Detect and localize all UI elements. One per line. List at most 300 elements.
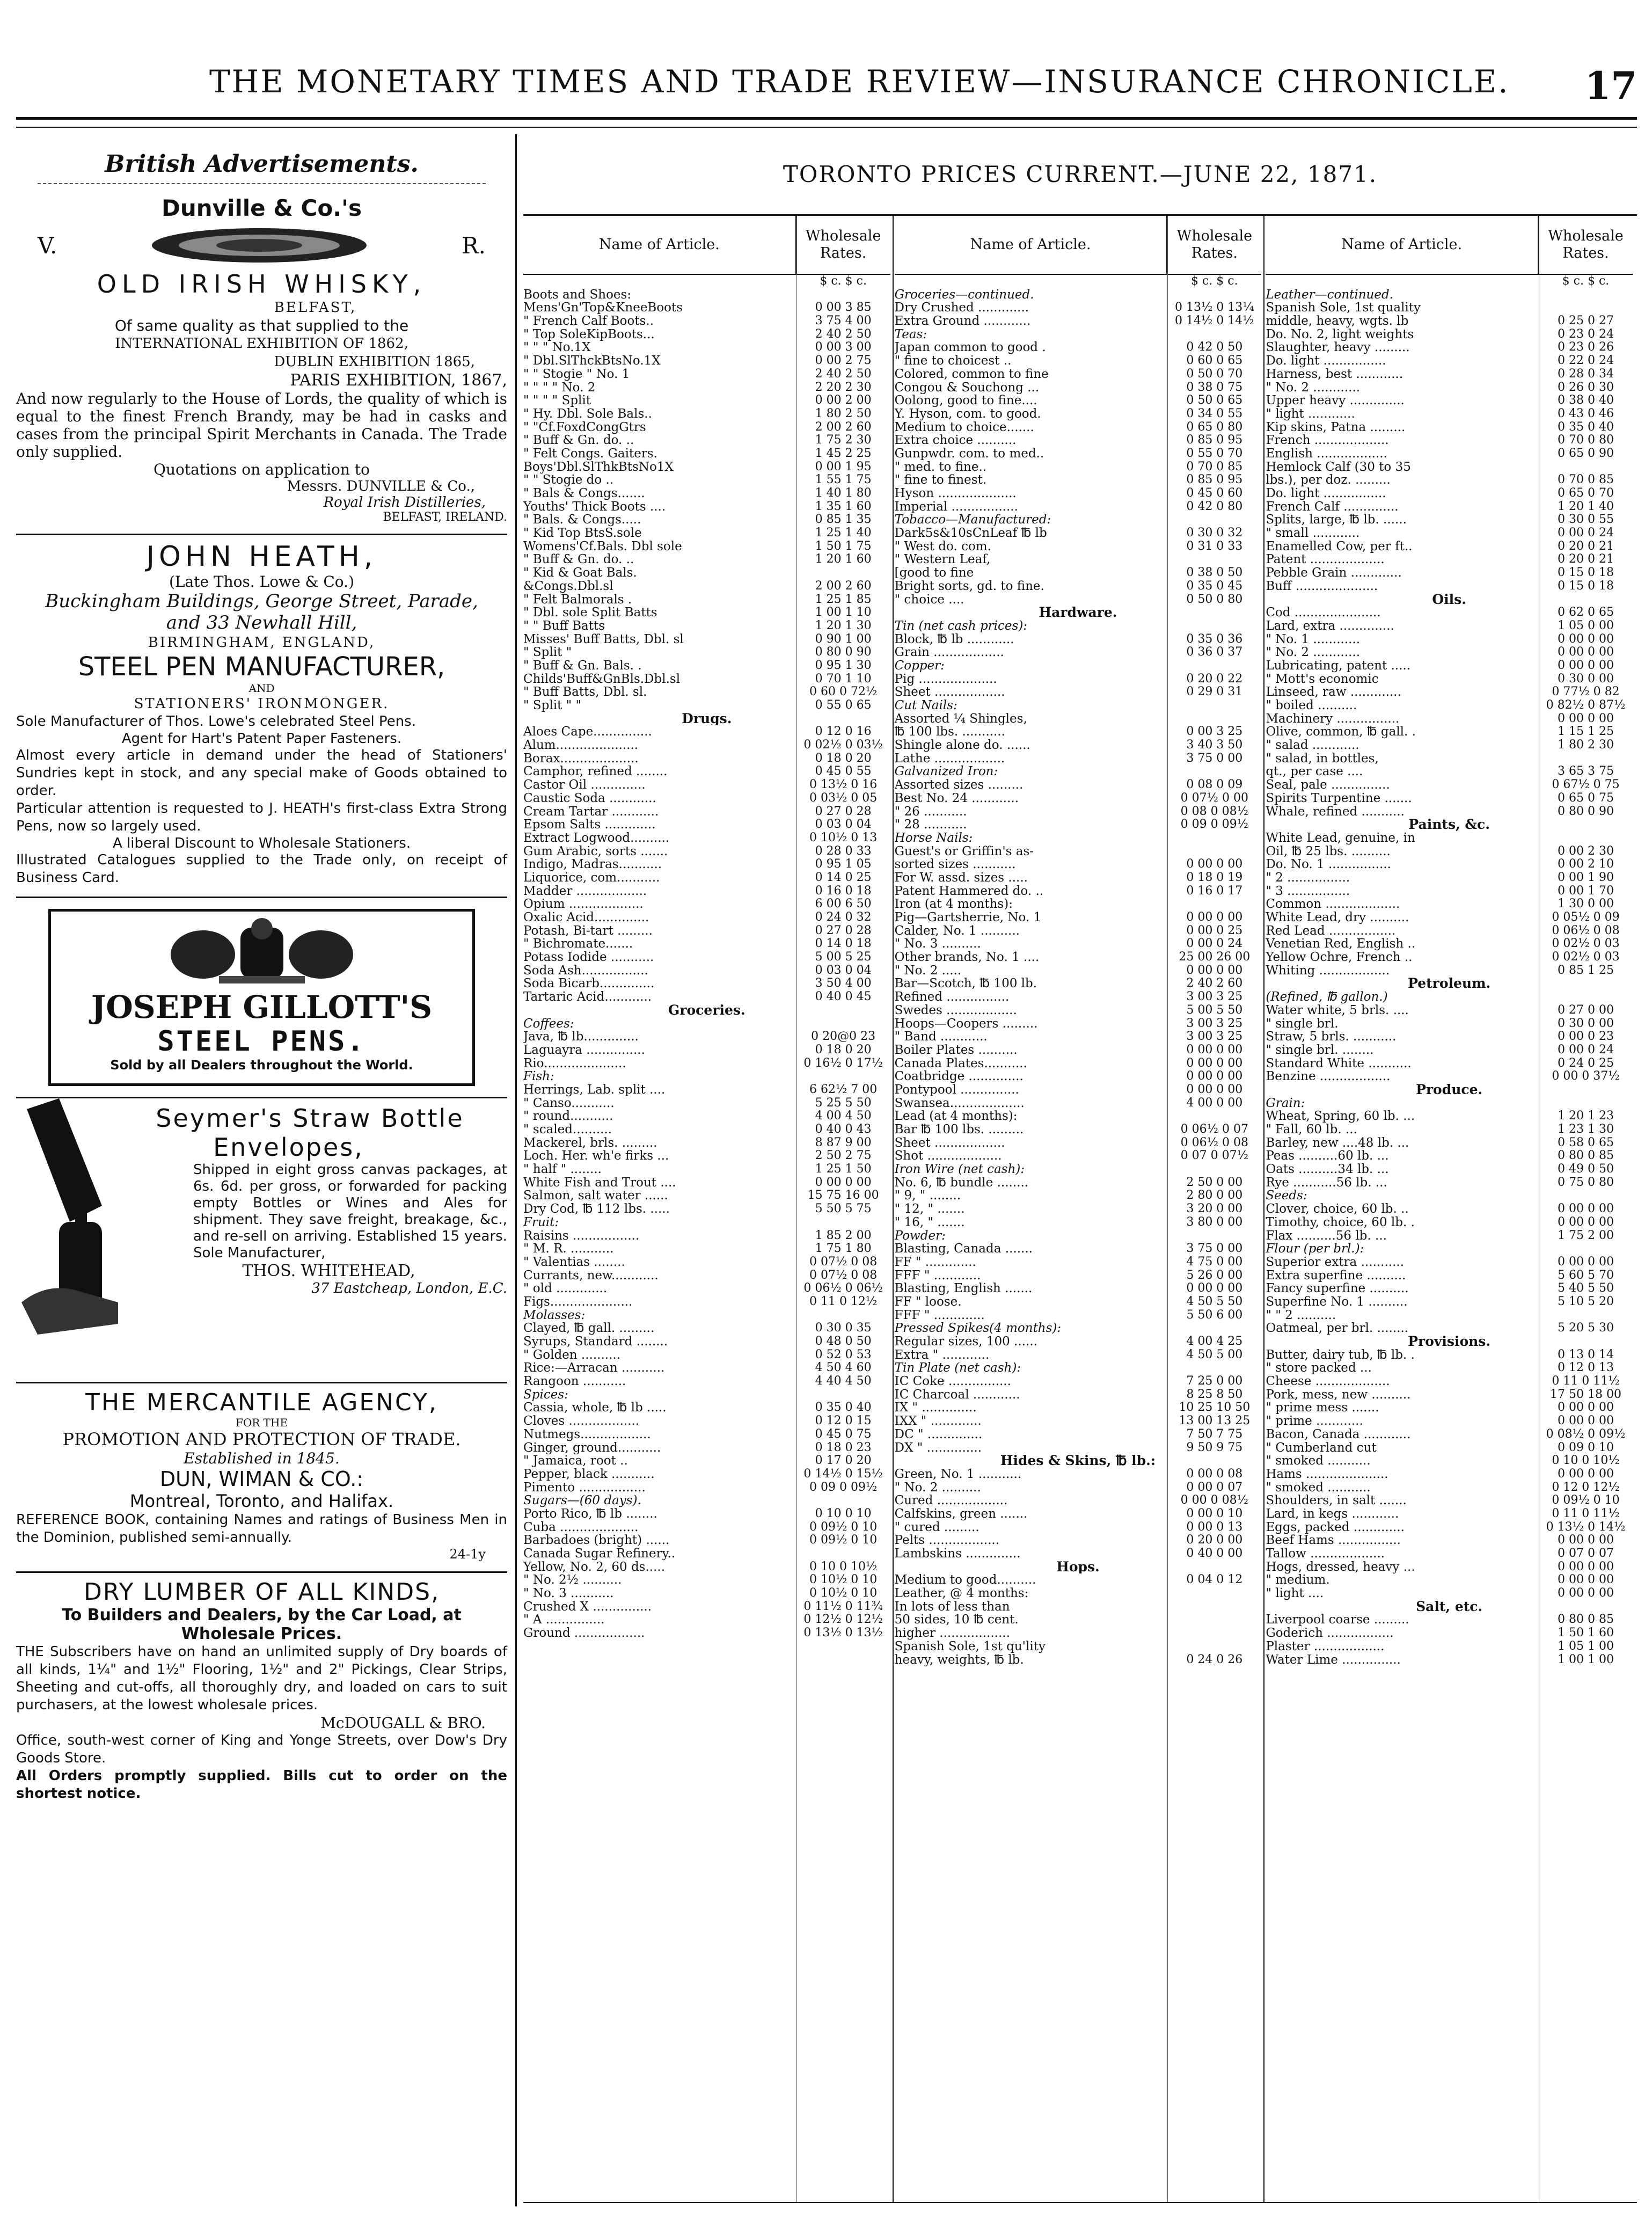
price-row: [1266, 871, 1633, 885]
ad-heath-name: JOHN HEATH,: [146, 541, 377, 573]
price-value: 1 50 1 60: [1558, 1627, 1614, 1640]
price-item-name: Teas:: [894, 327, 927, 341]
price-value: 0 70 1 10: [815, 672, 872, 686]
price-value: 0 00 0 00: [1558, 1467, 1614, 1481]
price-item-name: Canada Plates...........: [894, 1057, 1027, 1070]
price-value: 1 20 1 23: [1558, 1110, 1614, 1123]
price-row: [895, 1309, 1262, 1322]
price-row: [895, 871, 1262, 885]
price-item-name: Potash, Bi-tart .........: [523, 924, 653, 938]
price-value: 0 55 0 70: [1186, 447, 1243, 460]
price-value: 0 28 0 34: [1558, 367, 1614, 381]
price-row: [895, 1242, 1262, 1256]
price-value: 0 85 1 35: [815, 513, 872, 527]
price-value: 0 80 0 90: [815, 646, 872, 659]
price-row: [1266, 765, 1633, 778]
price-item-name: " boiled ..........: [1266, 699, 1357, 712]
price-row: [895, 434, 1262, 447]
price-value: 0 00 0 00: [1558, 632, 1614, 646]
prices-current: [523, 161, 1637, 2203]
price-item-name: " No. 2 .....: [894, 964, 962, 978]
price-value: 0 85 0 95: [1186, 473, 1243, 487]
price-item-name: Epsom Salts .............: [523, 818, 656, 832]
price-value: 15 75 16 00: [807, 1189, 879, 1203]
price-value: 0 00 2 10: [1558, 858, 1614, 871]
price-row: [1266, 1203, 1633, 1216]
price-item-name: Whale, refined ...........: [1266, 805, 1405, 819]
price-row: [895, 1573, 1262, 1587]
price-row: [1266, 990, 1633, 1004]
price-item-name: Extra " ............: [894, 1348, 990, 1362]
price-item-name: Harness, best ............: [1266, 367, 1404, 381]
price-row: [523, 1627, 890, 1640]
price-value: 0 00 0 24: [1186, 937, 1243, 951]
price-value: 0 10½ 0 10: [809, 1573, 878, 1587]
price-row: [523, 1561, 890, 1574]
price-row: [1266, 1322, 1633, 1335]
price-value: 0 15 0 18: [1558, 579, 1614, 593]
price-row: [523, 381, 890, 395]
price-value: 1 75 2 00: [1558, 1229, 1614, 1242]
price-item-name: For W. assd. sizes .....: [894, 871, 1028, 885]
price-item-name: Tallow ...................: [1266, 1547, 1385, 1561]
price-value: 0 08 0 08½: [1180, 805, 1248, 818]
price-value: 5 00 5 50: [1186, 1003, 1243, 1017]
price-row: [1266, 1375, 1633, 1388]
price-value: 4 00 4 25: [1186, 1335, 1243, 1348]
price-item-name: Syrups, Standard ........: [523, 1335, 668, 1349]
price-value: [1167, 1322, 1261, 1335]
price-row: [895, 487, 1262, 500]
price-item-name: English ..................: [1266, 447, 1387, 461]
price-row: [523, 1494, 890, 1507]
price-item-name: Groceries.: [668, 1003, 745, 1017]
price-value: 0 00 0 00: [1558, 1560, 1614, 1573]
price-value: 0 00 0 00: [1558, 646, 1614, 659]
price-item-name: Lead (at 4 months):: [894, 1110, 1018, 1123]
price-value: 0 00 3 00: [815, 341, 872, 354]
price-item-name: Other brands, No. 1 ....: [894, 951, 1040, 964]
price-value: 2 80 0 00: [1186, 1189, 1243, 1203]
price-item-name: Lard, in kegs ............: [1266, 1507, 1399, 1521]
price-value: 3 75 0 00: [1186, 1242, 1243, 1256]
price-item-name: Pork, mess, new ..........: [1266, 1388, 1411, 1402]
price-item-name: Whiting ..................: [1266, 964, 1390, 978]
price-item-name: Sheet ..................: [894, 686, 1005, 699]
price-row: [523, 473, 890, 487]
price-item-name: Leather, @ 4 months:: [894, 1587, 1029, 1600]
price-item-name: IC Charcoal ............: [894, 1388, 1020, 1402]
ad-heath-address2: and 33 Newhall Hill,: [166, 612, 357, 633]
price-row: [1266, 1401, 1633, 1415]
price-item-name: " salad ............: [1266, 739, 1359, 752]
price-value: 0 02½ 0 03: [1552, 951, 1620, 964]
price-item-name: Bar—Scotch, ℔ 100 lb.: [894, 977, 1037, 991]
price-item-name: Mens'Gn'Top&KneeBoots: [523, 301, 683, 315]
page-number: 17: [1584, 63, 1637, 108]
ad-dry-lumber: [16, 1573, 507, 1812]
price-row: [523, 845, 890, 858]
price-item-name: Tin Plate (net cash):: [894, 1361, 1021, 1375]
price-value: 0 11 0 11½: [1552, 1507, 1620, 1520]
price-value: 0 38 0 75: [1186, 381, 1243, 394]
price-row: [523, 673, 890, 686]
price-row: [1266, 1573, 1633, 1587]
price-column-body: [523, 275, 890, 1640]
price-item-name: Plaster ..................: [1266, 1640, 1385, 1653]
ad-heath-p2: Agent for Hart's Patent Paper Fasteners.: [121, 731, 402, 747]
price-value: 0 24 0 25: [1558, 1057, 1614, 1070]
price-value: 1 75 2 30: [815, 434, 872, 447]
price-value: 0 16 0 17: [1186, 884, 1243, 898]
price-item-name: " 12, " .......: [894, 1203, 965, 1216]
price-item-name: Peas ..........60 lb. ...: [1266, 1149, 1389, 1163]
price-item-name: Sheet ..................: [894, 1136, 1005, 1150]
price-item-name: Ground ..................: [523, 1627, 645, 1640]
price-value: 0 24 0 32: [815, 911, 872, 924]
ad-seymer-name: Seymer's Straw Bottle: [156, 1104, 464, 1133]
price-value: 0 00 0 00: [1558, 659, 1614, 672]
price-item-name: Drugs.: [682, 712, 732, 726]
price-row: [1266, 1361, 1633, 1375]
price-row: [523, 911, 890, 924]
price-item-name: " fine to choicest ..: [894, 354, 1012, 368]
price-row: [523, 1242, 890, 1256]
price-item-name: " 26 ...........: [894, 805, 967, 819]
price-row: [523, 990, 890, 1004]
price-item-name: " prime mess .......: [1266, 1401, 1379, 1415]
price-value: 0 23 0 24: [1558, 327, 1614, 341]
price-row: [1266, 606, 1633, 620]
price-row: [1266, 1229, 1633, 1243]
price-item-name: Shoulders, in salt .......: [1266, 1494, 1407, 1507]
price-value: 0 03½ 0 05: [809, 791, 878, 805]
price-value: 5 20 5 30: [1558, 1322, 1614, 1335]
price-column-header: [895, 216, 1262, 275]
price-value: 0 00 0 00: [1186, 911, 1243, 924]
price-row: [523, 487, 890, 500]
price-value: 0 90 1 00: [815, 632, 872, 646]
price-row: [523, 421, 890, 434]
ad-mercantile-name: THE MERCANTILE AGENCY,: [85, 1389, 438, 1416]
price-row: [523, 1349, 890, 1362]
price-row: [895, 1653, 1262, 1667]
price-value: 0 62 0 65: [1558, 606, 1614, 620]
price-item-name: Fancy superfine ..........: [1266, 1282, 1409, 1295]
price-row: [1266, 659, 1633, 673]
price-row: [523, 725, 890, 739]
price-value: 0 18 0 20: [815, 1043, 872, 1057]
price-column-header: [523, 216, 890, 275]
price-item-name: Sugars—(60 days).: [523, 1494, 641, 1507]
price-row: [1266, 580, 1633, 593]
price-item-name: Potass Iodide ...........: [523, 951, 654, 964]
price-row: [1266, 1640, 1633, 1653]
price-item-name: Colored, common to fine: [894, 367, 1049, 381]
price-row: [1266, 1613, 1633, 1627]
price-value: 0 07½ 0 08: [809, 1255, 878, 1269]
ad-mercantile-body: REFERENCE BOOK, containing Names and ratings of Business Men in the Dominion, published semi-annually.: [16, 1512, 507, 1546]
price-item-name: Indigo, Madras...........: [523, 858, 662, 871]
price-value: 0 24 0 26: [1186, 1653, 1243, 1666]
price-item-name: Calfskins, green .......: [894, 1507, 1028, 1521]
ad-heath-p6: Illustrated Catalogues supplied to the Trade only, on receipt of Business Card.: [16, 852, 507, 886]
price-item-name: Figs.....................: [523, 1295, 633, 1309]
price-row: [523, 1613, 890, 1627]
price-row: [895, 1149, 1262, 1163]
price-row: [523, 540, 890, 553]
ad-seymer-body: Shipped in eight gross canvas packages, at 6s. 6d. per gross, or forwarded for packing empty Bottles or Wines and Ales for shipment. They save freight, breakage, &c., and re-sell on arriving. Established 15 years. Sole Manufacturer,: [193, 1162, 507, 1261]
price-row: [1266, 673, 1633, 686]
price-item-name: Rangoon ...........: [523, 1375, 626, 1388]
price-item-name: " half " ........: [523, 1163, 602, 1176]
price-item-name: " " " " No. 2: [523, 381, 596, 395]
price-item-name: Camphor, refined ........: [523, 765, 668, 779]
price-item-name: Regular sizes, 100 ......: [894, 1335, 1037, 1349]
price-item-name: Petroleum.: [1408, 977, 1491, 991]
price-value: 8 87 9 00: [815, 1136, 872, 1149]
price-row: [1266, 513, 1633, 527]
price-section-heading: [895, 606, 1262, 620]
price-item-name: Benzine ..................: [1266, 1070, 1391, 1083]
price-item-name: Pig ....................: [894, 672, 997, 686]
price-row: [523, 1521, 890, 1534]
price-item-name: " small ............: [1266, 527, 1360, 540]
price-value: [1167, 1361, 1261, 1375]
price-row: [523, 1309, 890, 1322]
price-item-name: Madder ..................: [523, 884, 647, 898]
price-row: [1266, 911, 1633, 924]
price-value: 1 75 1 80: [815, 1242, 872, 1256]
price-units-row: [1266, 275, 1633, 288]
price-row: [523, 1256, 890, 1269]
price-item-name: Castor Oil ..............: [523, 778, 646, 792]
price-value: [796, 1309, 890, 1322]
ad-dunville-line3: DUBLIN EXHIBITION 1865,: [274, 354, 475, 370]
price-row: [1266, 1547, 1633, 1561]
price-row: [895, 1110, 1262, 1123]
price-item-name: " Bals. & Congs.....: [523, 513, 641, 527]
price-row: [895, 1083, 1262, 1097]
price-value: 0 15 0 18: [1558, 566, 1614, 580]
price-item-name: &Congs.Dbl.sl: [523, 579, 613, 593]
price-row: [523, 500, 890, 514]
price-item-name: Herrings, Lab. split ....: [523, 1083, 666, 1097]
price-row: [523, 1229, 890, 1243]
price-row: [1266, 725, 1633, 739]
price-item-name: Galvanized Iron:: [894, 765, 998, 779]
price-value: 2 40 2 50: [815, 327, 872, 341]
price-item-name: Bright sorts, gd. to fine.: [894, 579, 1044, 593]
price-row: [895, 540, 1262, 553]
price-value: 1 20 1 60: [815, 553, 872, 566]
price-row: [1266, 1070, 1633, 1083]
price-value: 9 50 9 75: [1186, 1441, 1243, 1454]
price-item-name: In lots of less than: [894, 1600, 1010, 1614]
ad-lumber-name: DRY LUMBER OF ALL KINDS,: [83, 1578, 440, 1606]
price-row: [523, 1123, 890, 1136]
price-value: 0 77½ 0 82: [1552, 686, 1620, 699]
price-row: [1266, 1004, 1633, 1017]
price-column-1: [523, 216, 890, 2202]
price-value: 1 85 2 00: [815, 1229, 872, 1242]
price-value: 3 80 0 00: [1186, 1215, 1243, 1229]
price-item-name: Leather—continued.: [1266, 288, 1393, 302]
price-value: 0 70 0 80: [1558, 434, 1614, 447]
price-value: [1167, 1640, 1261, 1653]
price-item-name: Eggs, packed .............: [1266, 1520, 1405, 1534]
price-row: [523, 1176, 890, 1190]
price-item-name: Superfine No. 1 ..........: [1266, 1295, 1408, 1309]
price-item-name: Provisions.: [1408, 1335, 1491, 1349]
price-row: [1266, 1653, 1633, 1667]
ad-lumber-body: THE Subscribers have on hand an unlimited supply of Dry boards of all kinds, 1¼" and 1½" Flooring, 1½" and 2" Pickings, Clear Strips, Sheeting and cut-offs, all thoroughly dry, and loaded on cars to suit purchasers, at the lowest wholesale prices.: [16, 1644, 507, 1713]
price-row: [895, 1627, 1262, 1640]
price-row: [895, 964, 1262, 978]
price-row: [895, 473, 1262, 487]
ad-heath-p3: Almost every article in demand under the head of Stationers' Sundries kept in stock, and any special make of Goods obtained to order.: [16, 747, 507, 799]
price-value: 1 00 1 10: [815, 606, 872, 620]
price-value: 0 10 0 10½: [1552, 1454, 1620, 1468]
price-value: 1 50 1 75: [815, 540, 872, 553]
price-item-name: " Split " ": [523, 699, 582, 712]
price-row: [523, 461, 890, 474]
price-row: [1266, 1481, 1633, 1495]
price-item-name: Rye ...........56 lb. ...: [1266, 1176, 1387, 1190]
price-value: 0 27 0 28: [815, 924, 872, 937]
price-item-name: " " Stogie do ..: [523, 473, 614, 487]
price-item-name: Molasses:: [523, 1308, 586, 1322]
price-item-name: Cured ..................: [894, 1494, 1008, 1507]
price-row: [523, 620, 890, 633]
price-column-3: [1266, 216, 1633, 2202]
price-item-name: " Golden ..........: [523, 1348, 621, 1362]
price-value: 0 00 2 30: [1558, 844, 1614, 858]
price-item-name: Spices:: [523, 1388, 568, 1402]
price-item-name: Do. light ................: [1266, 487, 1386, 500]
price-item-name: Laguayra ...............: [523, 1043, 645, 1057]
price-row: [523, 699, 890, 712]
price-column-header: [1266, 216, 1633, 275]
price-value: [1539, 301, 1633, 315]
price-value: 4 50 5 00: [1186, 1348, 1243, 1361]
price-value: 0 00 0 13: [1186, 1520, 1243, 1534]
price-value: [1167, 328, 1261, 341]
price-value: 6 62½ 7 00: [809, 1083, 878, 1096]
price-row: [1266, 1309, 1633, 1322]
price-row: [895, 699, 1262, 712]
ad-seymer-maker: THOS. WHITEHEAD,: [242, 1262, 415, 1280]
page-title: THE MONETARY TIMES AND TRADE REVIEW—INSURANCE CHRONICLE.: [209, 63, 1510, 100]
price-row: [523, 1547, 890, 1561]
price-item-name: French ...................: [1266, 434, 1389, 447]
price-item-name: Iron (at 4 months):: [894, 898, 1013, 911]
price-value: 0 18 0 20: [815, 752, 872, 765]
price-value: 0 95 1 05: [815, 858, 872, 871]
price-item-name: ℔ 100 lbs. ...........: [894, 725, 1005, 739]
price-row: [523, 633, 890, 646]
price-value: [796, 1017, 890, 1031]
price-item-name: Salt, etc.: [1416, 1600, 1483, 1614]
price-row: [895, 1640, 1262, 1653]
price-item-name: Coffees:: [523, 1017, 574, 1031]
price-row: [895, 421, 1262, 434]
column-header-name: Name of Article.: [1341, 236, 1463, 253]
price-item-name: qt., per case ....: [1266, 765, 1363, 779]
price-value: 0 29 0 31: [1186, 686, 1243, 699]
price-value: 0 18 0 19: [1186, 871, 1243, 884]
price-row: [1266, 832, 1633, 845]
price-value: 3 65 3 75: [1558, 765, 1614, 778]
price-item-name: Kip skins, Patna .........: [1266, 420, 1406, 434]
price-value: 7 25 0 00: [1186, 1375, 1243, 1388]
price-row: [895, 513, 1262, 527]
price-value: 0 82½ 0 87½: [1546, 699, 1626, 712]
price-item-name: Copper:: [894, 659, 945, 673]
price-item-name: Porto Rico, ℔ lb ........: [523, 1507, 657, 1521]
price-item-name: Lubricating, patent .....: [1266, 659, 1411, 673]
price-value: 1 45 2 25: [815, 447, 872, 460]
price-value: [1539, 1309, 1633, 1322]
price-item-name: Imperial .................: [894, 500, 1018, 514]
price-item-name: Java, ℔ lb..............: [523, 1030, 639, 1044]
price-row: [523, 1534, 890, 1547]
price-item-name: Butter, dairy tub, ℔ lb. .: [1266, 1348, 1415, 1362]
price-value: 0 10½ 0 13: [809, 831, 878, 844]
price-item-name: Machinery ................: [1266, 712, 1400, 726]
price-value: 0 34 0 55: [1186, 407, 1243, 420]
ad-lumber-orders: All Orders promptly supplied. Bills cut to order on the shortest notice.: [16, 1768, 507, 1802]
price-row: [523, 1189, 890, 1203]
ad-lumber-office: Office, south-west corner of King and Yonge Streets, over Dow's Dry Goods Store.: [16, 1732, 507, 1766]
price-row: [1266, 778, 1633, 792]
price-item-name: Slaughter, heavy .........: [1266, 341, 1410, 355]
price-item-name: Lard, extra ..............: [1266, 619, 1394, 633]
price-item-name: Spanish Sole, 1st quality: [1266, 301, 1421, 315]
ad-dunville-agent2: Royal Irish Distilleries,: [323, 494, 486, 511]
price-row: [1266, 1415, 1633, 1428]
price-value: 0 03 0 04: [815, 818, 872, 832]
price-row: [1266, 937, 1633, 951]
price-row: [895, 620, 1262, 633]
price-row: [895, 1295, 1262, 1309]
price-item-name: Clover, choice, 60 lb. ..: [1266, 1203, 1409, 1216]
price-value: [796, 1070, 890, 1083]
price-item-name: " " Stogie " No. 1: [523, 367, 630, 381]
price-value: 5 26 0 00: [1186, 1269, 1243, 1282]
price-value: 0 40 0 43: [815, 1123, 872, 1136]
price-item-name: Linseed, raw .............: [1266, 686, 1401, 699]
price-item-name: Gunpwdr. com. to med..: [894, 447, 1044, 461]
price-row: [523, 1375, 890, 1388]
price-item-name: " Felt Congs. Gaiters.: [523, 447, 657, 461]
price-value: [1539, 1242, 1633, 1256]
price-value: 0 70 0 85: [1186, 460, 1243, 473]
price-value: [1167, 659, 1261, 673]
price-section-heading: [1266, 977, 1633, 990]
price-value: 0 02½ 0 03: [1552, 937, 1620, 951]
price-item-name: higher ..................: [894, 1627, 1010, 1640]
price-row: [895, 394, 1262, 407]
price-row: [895, 1335, 1262, 1349]
price-value: 0 05½ 0 09: [1552, 911, 1620, 924]
price-item-name: Oats ..........34 lb. ...: [1266, 1163, 1389, 1176]
price-row: [895, 461, 1262, 474]
price-value: 0 22 0 24: [1558, 354, 1614, 368]
price-item-name: Grain:: [1266, 1096, 1305, 1110]
price-value: 0 00 2 00: [815, 394, 872, 407]
price-value: [1167, 832, 1261, 845]
